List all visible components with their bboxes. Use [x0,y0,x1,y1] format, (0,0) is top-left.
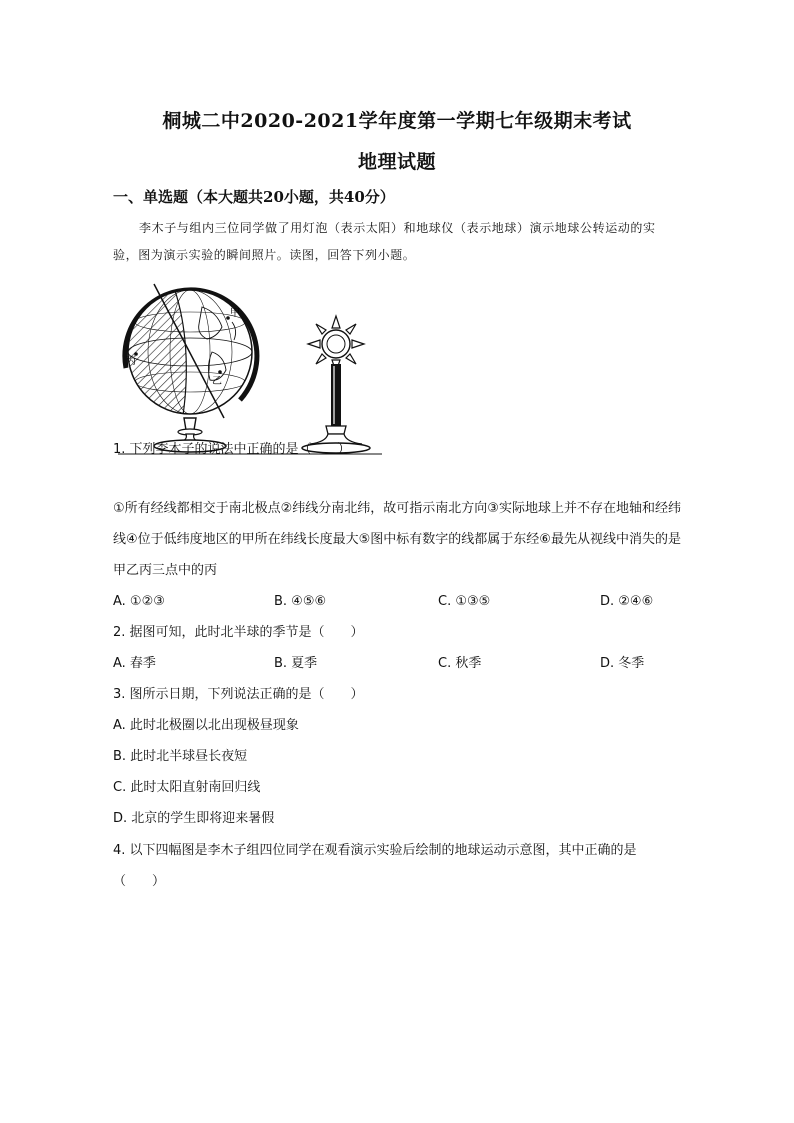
option-a: A. 春季 [113,656,156,671]
question-3-option-c: C. 此时太阳直射南回归线 [113,780,261,795]
section-heading: 一、单选题（本大题共20小题，共40分） [113,188,395,206]
question-1-detail: ①所有经线都相交于南北极点②纬线分南北纬，故可指示南北方向③实际地球上并不存在地轴和经纬线④位于低纬度地区的甲所在纬线长度最大⑤图中标有数字的线都属于东经⑥最先从视线中消失的是甲乙丙三点中的丙 [113,501,681,578]
question-3-option-b: B. 此时北半球昼长夜短 [113,749,248,764]
question-4-stem: 4. 以下四幅图是李木子组四位同学在观看演示实验后绘制的地球运动示意图，其中正确的是（ ） [113,843,637,889]
option-d: D. ②④⑥ [600,594,654,609]
question-1-stem: 1. 下列李木子的说法中正确的是（ ） [113,442,351,457]
question-2-stem: 2. 据图可知，此时北半球的季节是（ ） [113,625,364,640]
question-3-stem: 3. 图所示日期，下列说法正确的是（ ） [113,687,364,702]
point-label-yi: 乙 [212,376,222,387]
question-2-options [113,648,681,679]
option-b: B. ④⑤⑥ [274,594,327,609]
question-3-option-d: D. 北京的学生即将迎来暑假 [113,811,275,826]
exam-title: 桐城二中2020-2021学年度第一学期七年级期末考试 [162,110,632,132]
point-label-bing: 丙 [126,356,136,367]
intro-paragraph: 李木子与组内三位同学做了用灯泡（表示太阳）和地球仪（表示地球）演示地球公转运动的实验，图为演示实验的瞬间照片。读图，回答下列小题。 [113,221,656,262]
option-b: B. 夏季 [274,656,318,671]
option-c: C. ①③⑤ [438,594,491,609]
question-3-option-a: A. 此时北极圈以北出现极昼现象 [113,718,299,733]
point-label-jia: 甲 [230,308,240,319]
question-1-options [113,586,681,617]
globe-lamp-figure [112,282,384,456]
lamp-sun-icon [302,316,370,453]
option-d: D. 冬季 [600,656,645,671]
option-c: C. 秋季 [438,656,482,671]
exam-subtitle: 地理试题 [357,151,436,173]
option-a: A. ①②③ [113,594,165,609]
